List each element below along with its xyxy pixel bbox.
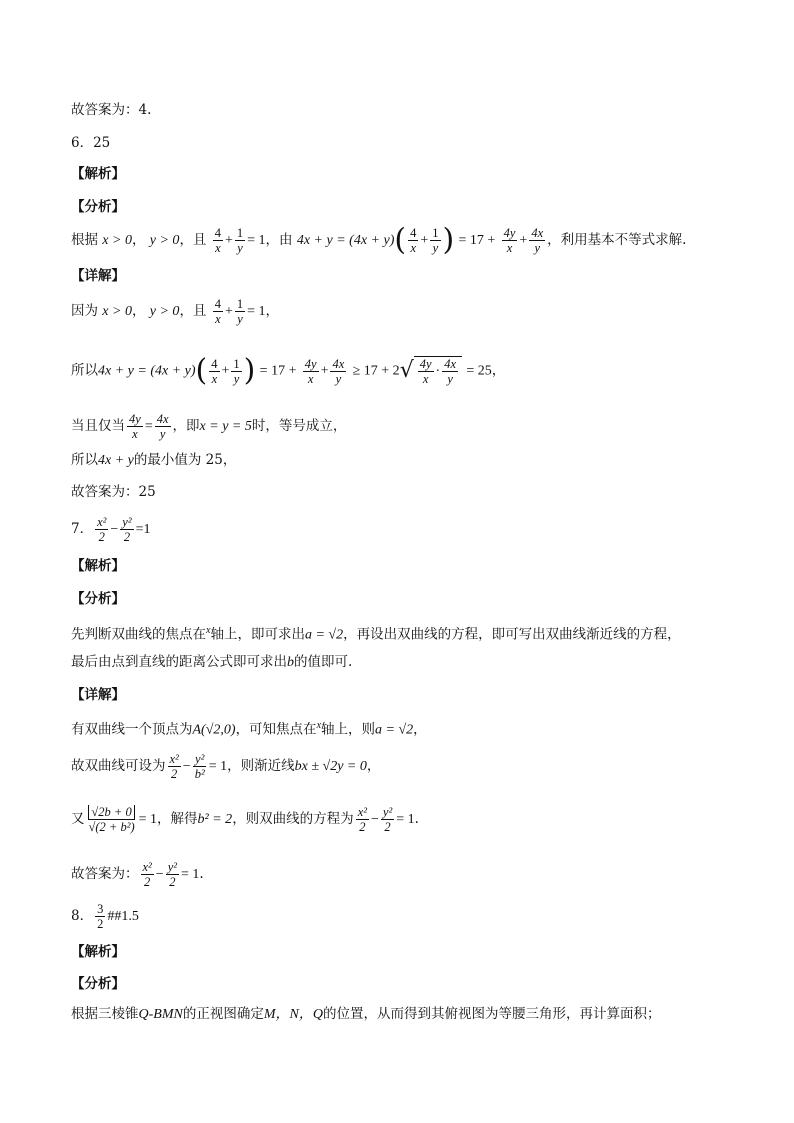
text: ，则双曲线的方程为 [232,811,354,827]
text: ， [413,721,427,738]
section-fenxi: 【分析】 [71,199,125,215]
text: 故双曲线可设为 [71,758,166,774]
section-jiexi: 【解析】 [71,558,125,574]
detail-line-q7-1: 有双曲线一个顶点为A(√2,0)，可知焦点在$^x$轴上，则a = √2， [71,720,427,738]
section-fenxi: 【分析】 [71,976,125,992]
text: 时，等号成立， [251,418,347,434]
analysis-line-q6: 根据 x > 0， y > 0，且 $\frac{4}{x}$ + $\frac{1}{y}$ = 1，由 4x + y = (4x + y)( $\frac{4}{x}$ + $\frac{1}{y}$ ) = 17 + $\frac{4y}{x}$ + $\frac{4x}{y}$ ，利用基本不等式求解. [71,222,687,258]
analysis-line-q7-1: 先判断双曲线的焦点在$^x$轴上，即可求出a = √2，再设出双曲线的方程，即可写出双曲线渐近线的方程， [71,625,681,643]
text: ，即 [172,418,200,434]
section-jiexi: 【解析】 [71,166,125,182]
sqrt-expr: $\frac{4y}{x}$ · $\frac{4x}{y}$ [414,356,462,386]
text: ， [265,303,280,319]
math-inline: 4x + y = (4x + y) [296,233,395,248]
text: 的最小值为 25， [133,452,237,468]
text: 故答案为： [71,866,139,882]
text: 又 [71,811,85,827]
math-inline: 4x + y [98,453,134,468]
math-inline: 4x + y = (4x + y) [98,363,196,379]
text: ，可知焦点在 [235,721,317,738]
text: 最后由点到直线的距离公式即可求出 [71,654,287,670]
math-inline: x = y = 5 [199,419,252,434]
answer-line-q7: 故答案为： $\frac{\text{x²}}{2}$ − $\frac{\text{y²}}{2}$ = 1. [71,860,204,889]
text: ， [491,362,506,379]
text: 轴上，即可求出 [210,626,305,643]
section-xiangjie: 【详解】 [71,268,125,284]
detail-line-1: 因为 x > 0， y > 0，且 $\frac{4}{x}$ + $\frac{1}{y}$ = 1， [71,297,280,326]
text: 先判断双曲线的焦点在 [71,626,206,643]
math-inline: x > 0 [102,233,132,248]
fraction-1-over-y: $\frac{1}{y}$ [236,226,244,255]
text: 有双曲线一个顶点为 [71,721,193,738]
math-inline: x > 0 [102,304,132,319]
text: 所以 [71,452,98,468]
section-xiangjie: 【详解】 [71,687,125,703]
text: 的位置，从而得到其俯视图为等腰三角形，再计算面积； [322,1006,661,1022]
fraction-1-over-y: $\frac{1}{y}$ [236,297,244,326]
answer-line-q6: 故答案为：25 [71,484,156,500]
text: 根据 [71,232,98,248]
text: ，且 [179,303,207,319]
question-7-answer: 7． $\frac{\text{x²}}{2}$ − $\frac{\text{y²}}{2}$ =1 [71,515,151,544]
detail-line-2: 所以4x + y = (4x + y)( $\frac{4}{x}$ + $\frac{1}{y}$ ) = 17 + $\frac{4y}{x}$ + $\frac{4x}{y}$ ≥ 17 + 2√ $\frac{4y}{x}$ · $\frac{4x}{y}$ = 25， [71,353,506,388]
fraction-4-over-x: $\frac{4}{x}$ [214,297,221,326]
section-fenxi: 【分析】 [71,591,125,607]
text: . [199,866,204,882]
detail-line-q7-2: 故双曲线可设为 $\frac{\text{x²}}{2}$ − $\frac{\text{y²}}{\text{b²}}$ = 1，则渐近线bx ± √2y = 0， [71,752,381,781]
question-8-answer: 8． $\frac{3}{2}$ ##1.5 [71,902,139,931]
math-inline: y > 0 [149,304,180,319]
detail-line-3: 当且仅当 $\frac{4y}{x}$ = $\frac{4x}{y}$ ，即x = y = 5时，等号成立， [71,412,347,441]
text: ，再设出双曲线的方程，即可写出双曲线渐近线的方程， [343,626,681,643]
text: ，解得 [157,811,198,827]
detail-line-4 [71,450,236,471]
text: ，且 [179,232,207,248]
fraction-4-over-x: $\frac{4}{x}$ [214,226,221,255]
text: ， [131,303,146,319]
text: ， [366,758,381,774]
distance-fraction: $\frac{√2b + 0}{\text{√(2 + b²)}}$ [88,805,135,834]
text: 轴上，则 [321,721,376,738]
text: 的正视图确定 [182,1006,264,1022]
section-jiexi: 【解析】 [71,944,125,960]
analysis-line-q8: 根据三棱锥Q-BMN的正视图确定M，N，Q的位置，从而得到其俯视图为等腰三角形，再计算面积； [71,1006,661,1022]
text: 所以 [71,362,98,379]
detail-line-q7-3: 又 $\frac{√2b + 0}{\text{√(2 + b²)}}$ = 1，解得b² = 2，则双曲线的方程为 $\frac{\text{x²}}{2}$ − $\frac{\text{y²}}{2}$ = 1. [71,805,419,834]
text: 7． [71,521,94,537]
text: 根据三棱锥 [71,1006,139,1022]
text: ，则渐近线 [227,758,295,774]
text: 8． [71,908,94,924]
text: 因为 [71,303,98,319]
question-6-answer: 6．25 [71,135,111,151]
text: 当且仅当 [71,418,125,434]
text: ，利用基本不等式求解. [547,232,687,248]
text: ，由 [265,232,293,248]
math-inline: y > 0 [149,233,180,248]
text: 的值即可. [294,654,353,670]
text: ， [131,232,146,248]
answer-line-q5: 故答案为：4. [71,102,152,118]
analysis-line-q7-2: 最后由点到直线的距离公式即可求出b的值即可. [71,654,353,670]
text: . [414,811,419,827]
fraction-3-over-2: $\frac{3}{2}$ [97,902,104,931]
